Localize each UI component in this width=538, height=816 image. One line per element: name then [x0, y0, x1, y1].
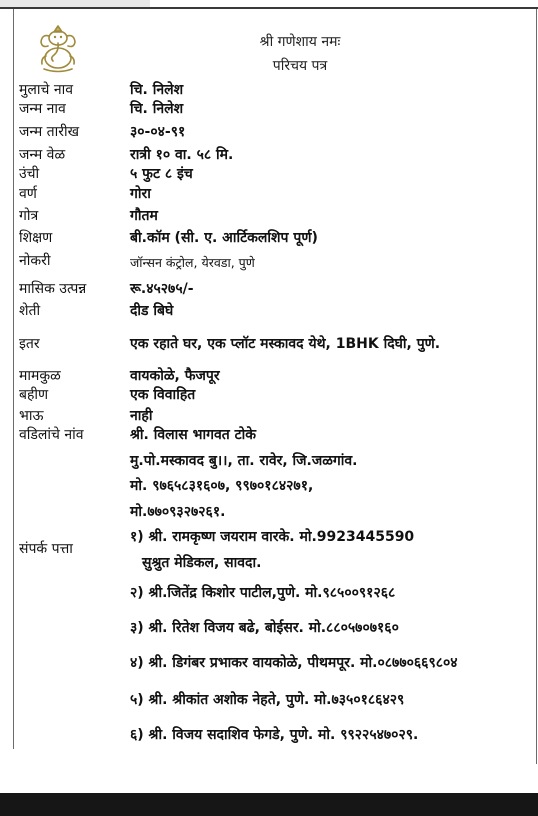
- value-job: जॉन्सन कंट्रोल, येरवडा, पुणे: [130, 255, 255, 270]
- contact-entry: ४) श्री. डिगंबर प्रभाकर वायकोळे, पीथमपूर. मो.०८७७०६६९८०४: [130, 655, 458, 671]
- label-monthly-income: मासिक उत्पन्न: [19, 281, 87, 297]
- contact-entry: ३) श्री. रितेश विजय बढे, बोईसर. मो.८८०५७०७१६०: [130, 620, 399, 636]
- value-brother: नाही: [130, 408, 153, 424]
- father-phone-line: मो. ९७६५८३१६०७, ९९७०१८४२७१,: [130, 478, 314, 494]
- label-sister: बहीण: [19, 387, 49, 403]
- top-border: [0, 7, 538, 9]
- value-height: ५ फुट ८ इंच: [130, 166, 193, 182]
- contact-entry: ६) श्री. विजय सदाशिव फेगडे, पुणे. मो. ९९२२५४७०२९.: [130, 727, 419, 743]
- value-gotra: गौतम: [130, 208, 158, 224]
- label-farm: शेती: [19, 303, 41, 319]
- value-boy-name: चि. निलेश: [130, 82, 184, 98]
- label-brother: भाऊ: [19, 408, 44, 424]
- label-complexion: वर्ण: [19, 186, 37, 202]
- label-gotra: गोत्र: [19, 208, 39, 224]
- value-maternal-family: वायकोळे, फैजपूर: [130, 368, 220, 384]
- label-other: इतर: [19, 336, 40, 352]
- label-height: उंची: [19, 166, 40, 182]
- label-birth-time: जन्म वेळ: [19, 147, 66, 163]
- document-title: परिचय पत्र: [272, 58, 328, 74]
- label-birth-date: जन्म तारीख: [19, 124, 80, 140]
- contact-entry: ५) श्री. श्रीकांत अशोक नेहते, पुणे. मो.७३५०१८६४२९: [130, 692, 405, 708]
- father-address-line: मु.पो.मस्कावद बु।।, ता. रावेर, जि.जळगांव.: [130, 453, 358, 469]
- value-complexion: गोरा: [130, 186, 151, 202]
- right-border: [536, 9, 537, 764]
- bottom-dark-band: [0, 793, 538, 816]
- ganesha-logo-icon: [36, 22, 80, 74]
- value-birth-time: रात्री १० वा. ५८ मि.: [130, 147, 234, 163]
- father-phone-line: मो.७७०९३२७२६१.: [130, 504, 226, 520]
- contact-entry-detail: सुश्रुत मेडिकल, सावदा.: [142, 555, 262, 571]
- value-birth-date: ३०-०४-९१: [130, 124, 186, 140]
- label-education: शिक्षण: [19, 230, 53, 246]
- label-job: नोकरी: [19, 253, 51, 269]
- value-other: एक रहाते घर, एक प्लॉट मस्कावद येथे, 1BHK दिघी, पुणे.: [130, 336, 441, 352]
- value-father-name: श्री. विलास भागवत टोके: [130, 427, 257, 443]
- contact-entry: १) श्री. रामकृष्ण जयराम वारके. मो.9923445590: [130, 529, 415, 545]
- value-monthly-income: रू.४५२७५/-: [130, 281, 194, 297]
- left-border: [13, 9, 14, 749]
- value-farm: दीड बिघे: [130, 303, 174, 319]
- label-birth-name: जन्म नाव: [19, 101, 66, 117]
- label-contact-address: संपर्क पत्ता: [19, 541, 73, 557]
- value-education: बी.कॉम (सी. ए. आर्टिकलशिप पूर्ण): [130, 230, 318, 246]
- label-boy-name: मुलाचे नाव: [19, 82, 74, 98]
- invocation-text: श्री गणेशाय नमः: [259, 34, 341, 50]
- value-sister: एक विवाहित: [130, 387, 196, 403]
- label-maternal-family: मामकुळ: [19, 368, 61, 384]
- label-father-name: वडिलांचे नांव: [19, 427, 84, 443]
- value-birth-name: चि. निलेश: [130, 101, 184, 117]
- contact-entry: २) श्री.जितेंद्र किशोर पाटील,पुणे. मो.९८५००९१२६८: [130, 585, 396, 601]
- top-fade-band: [0, 0, 150, 7]
